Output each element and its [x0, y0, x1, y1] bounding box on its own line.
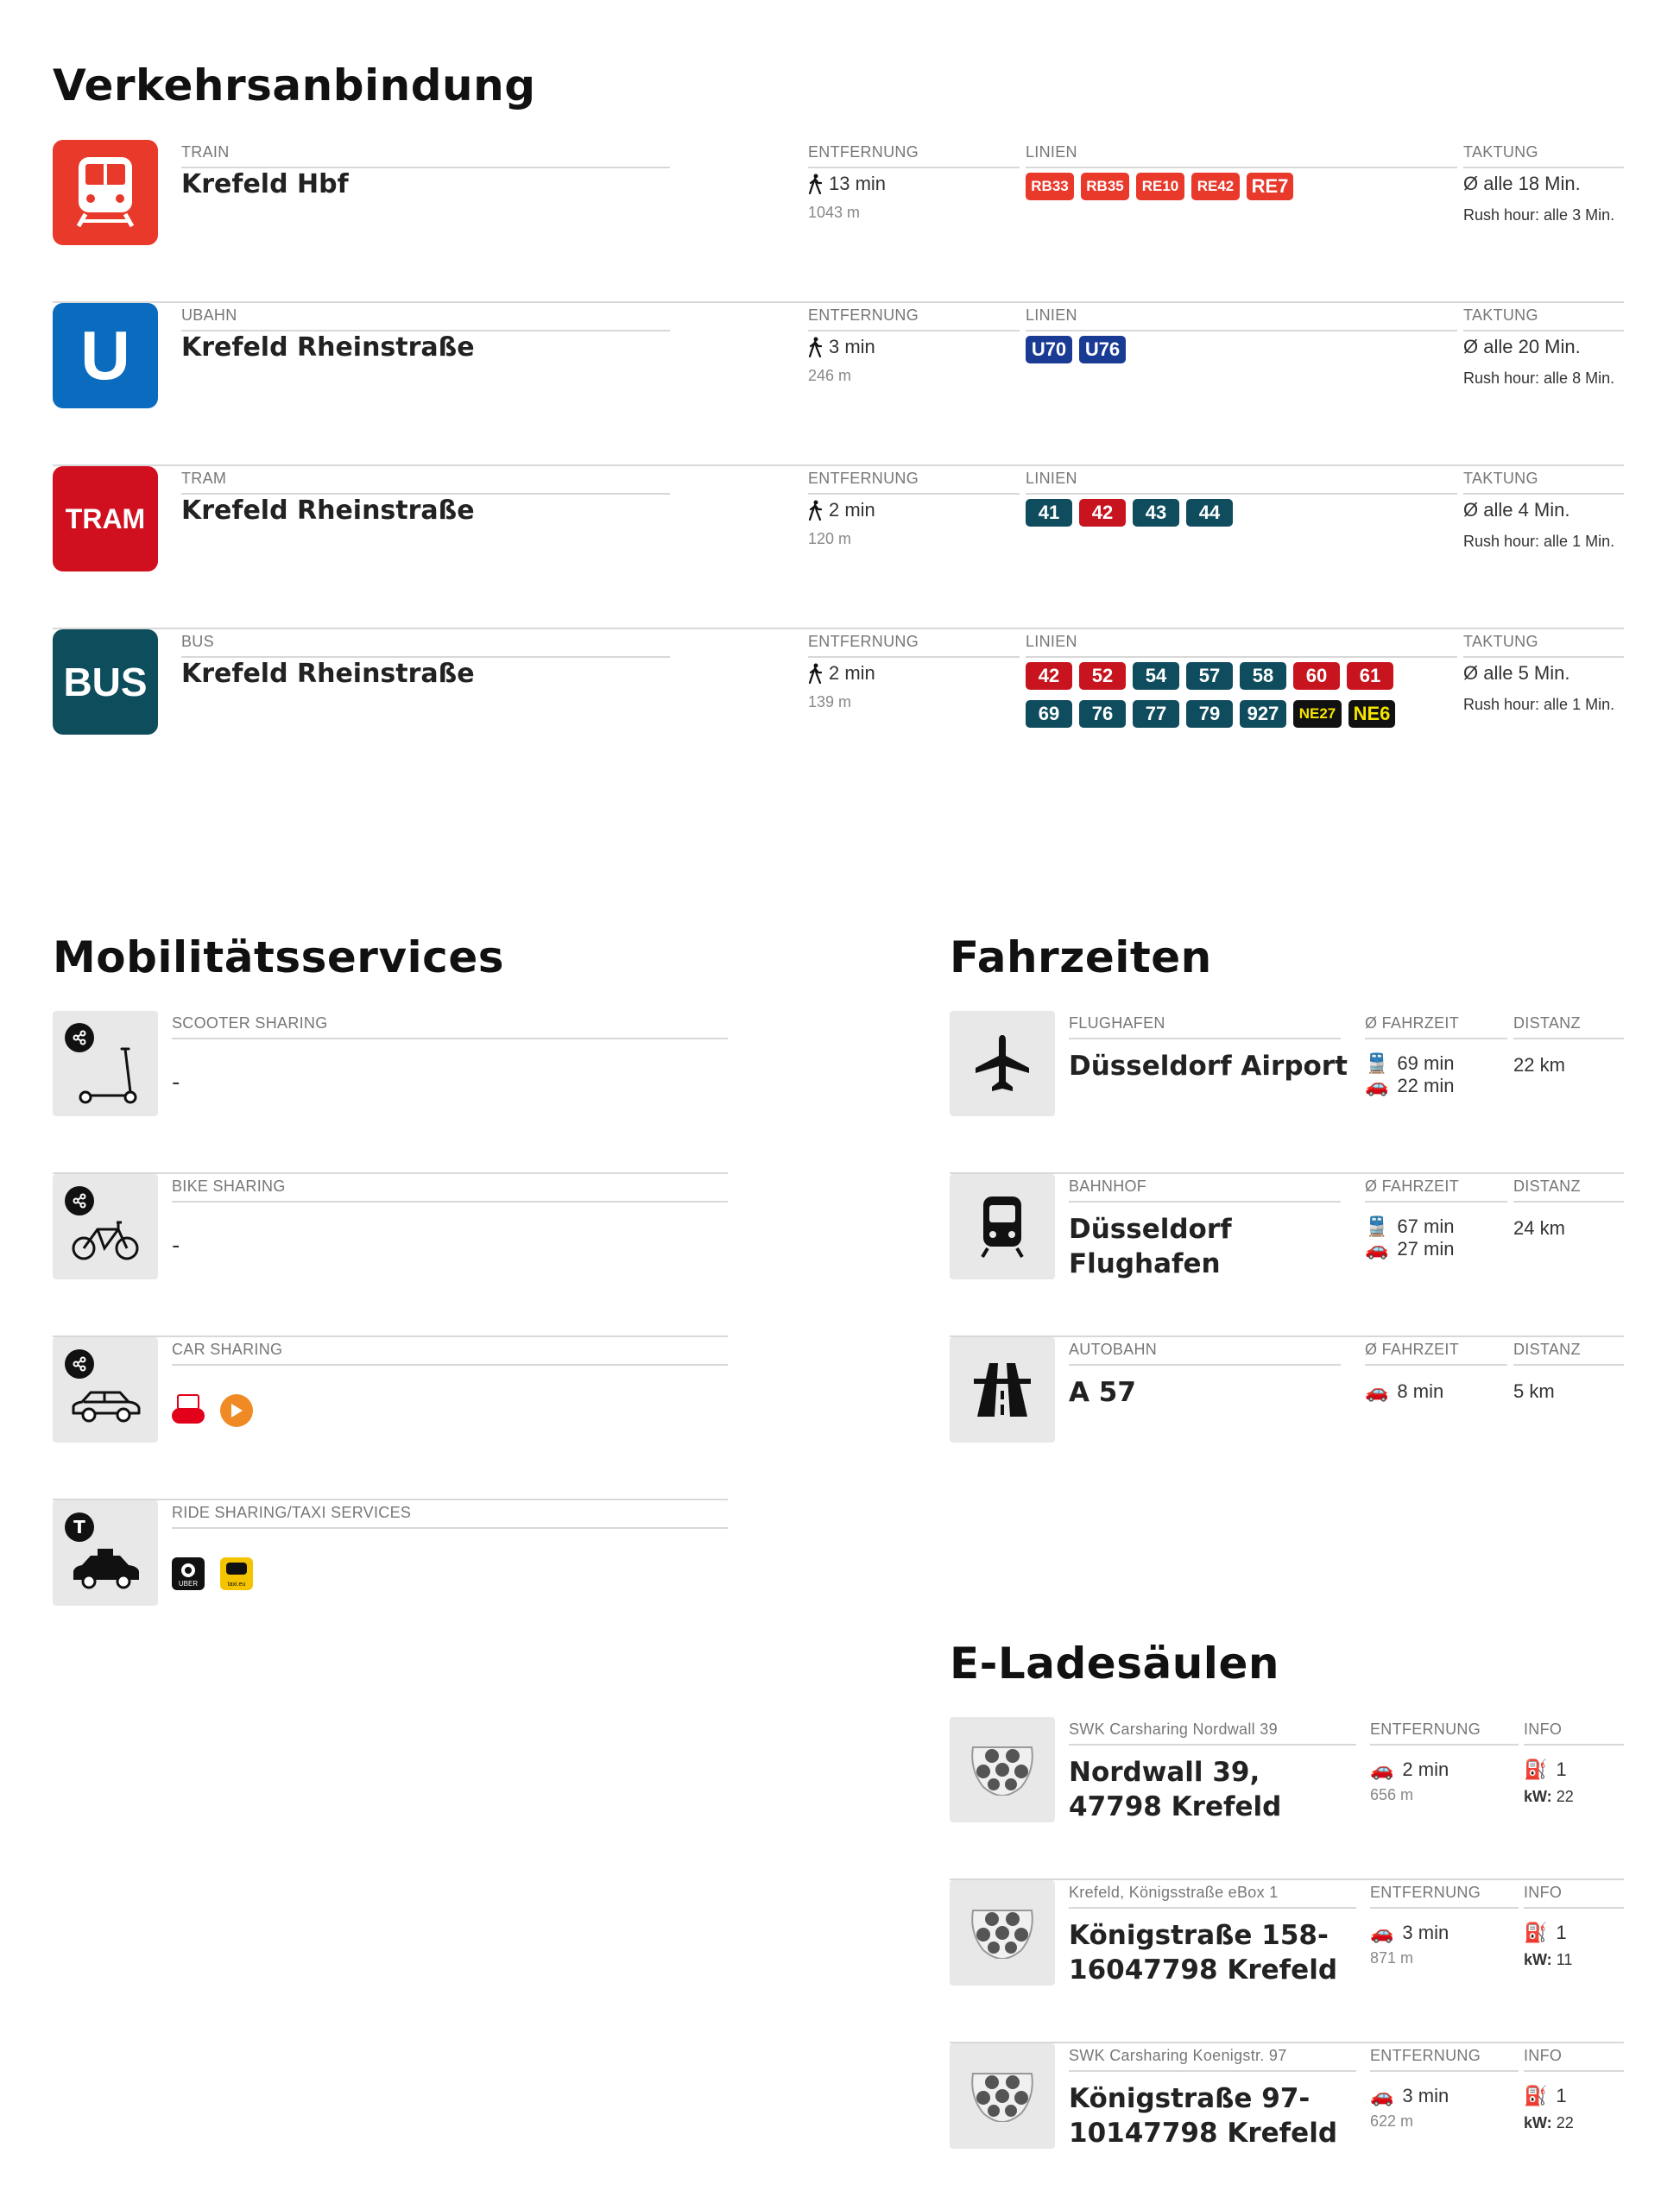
charging-drive-time: 2 min: [1402, 1759, 1449, 1780]
tram-icon: [53, 466, 158, 571]
charging-kw: 11: [1556, 1951, 1573, 1968]
charging-drive-time: 3 min: [1402, 2085, 1449, 2106]
walking-icon: [808, 500, 822, 521]
line-badge[interactable]: 69: [1026, 700, 1072, 728]
car-small-icon: 🚗: [1370, 1922, 1394, 1943]
frequency-label: TAKTUNG: [1463, 143, 1538, 161]
charging-icon-box: [950, 1717, 1055, 1822]
charging-row: [950, 2043, 1624, 2207]
line-badge[interactable]: U70: [1026, 336, 1072, 363]
mobility-label: RIDE SHARING/TAXI SERVICES: [172, 1504, 412, 1521]
transport-row: [53, 140, 1624, 303]
frequency-label: TAKTUNG: [1463, 470, 1538, 487]
charging-distance: 871 m: [1370, 1949, 1414, 1967]
mobility-row-ridesharing: [53, 1500, 728, 1664]
car-small-icon: 🚗: [1370, 2085, 1394, 2106]
walking-distance: 1043 m: [808, 204, 861, 221]
line-badge[interactable]: 58: [1240, 662, 1286, 690]
car-small-icon: 🚗: [1370, 1759, 1394, 1780]
charging-distance: 622 m: [1370, 2112, 1414, 2130]
charging-station-label: SWK Carsharing Koenigstr. 97: [1069, 2047, 1287, 2064]
car-icon: [70, 1387, 142, 1425]
ubahn-icon: [53, 303, 158, 408]
line-badge[interactable]: 52: [1079, 662, 1126, 690]
charging-distance-label: ENTFERNUNG: [1370, 1884, 1481, 1901]
kw-label: kW:: [1524, 1951, 1552, 1968]
lines-label: LINIEN: [1026, 633, 1077, 650]
train-small-icon: 🚆: [1365, 1216, 1389, 1237]
charging-distance-label: ENTFERNUNG: [1370, 2047, 1481, 2064]
mobility-icon-box: [53, 1500, 158, 1606]
charging-point-count: 1: [1556, 1759, 1567, 1780]
mobility-value: -: [172, 1070, 180, 1096]
line-badge[interactable]: 54: [1133, 662, 1179, 690]
share-icon: [65, 1186, 94, 1216]
highway-icon: [972, 1361, 1033, 1418]
charging-title: E-Ladesäulen: [950, 1639, 1279, 1689]
line-badge[interactable]: 76: [1079, 700, 1126, 728]
taxi-eu-logo[interactable]: [220, 1557, 253, 1590]
transport-row: [53, 303, 1624, 466]
travel-destination: Düsseldorf Flughafen: [1069, 1214, 1232, 1279]
travel-distance-label: DISTANZ: [1513, 1178, 1581, 1195]
travel-distance-label: DISTANZ: [1513, 1341, 1581, 1358]
lines-label: LINIEN: [1026, 470, 1077, 487]
walking-icon: [808, 174, 822, 194]
lines-list: [1026, 662, 1423, 728]
line-badge[interactable]: 77: [1133, 700, 1179, 728]
line-badge[interactable]: 927: [1240, 700, 1286, 728]
lines-list: [1026, 173, 1423, 200]
distance-label: ENTFERNUNG: [808, 306, 919, 324]
charging-info-label: INFO: [1524, 2047, 1563, 2064]
lines-label: LINIEN: [1026, 143, 1077, 161]
line-badge[interactable]: 43: [1133, 499, 1179, 527]
mobility-label: SCOOTER SHARING: [172, 1014, 328, 1032]
transport-icon-text: TRAM: [65, 502, 146, 534]
line-badge[interactable]: RE10: [1136, 173, 1184, 200]
travel-label: AUTOBAHN: [1069, 1341, 1158, 1358]
play-logo[interactable]: [220, 1394, 253, 1427]
line-badge[interactable]: U76: [1079, 336, 1126, 363]
mobility-title: Mobilitätsservices: [53, 932, 504, 982]
mobility-label: BIKE SHARING: [172, 1178, 286, 1195]
mobility-row-bike: [53, 1174, 728, 1337]
uber-logo-text: UBER: [178, 1580, 199, 1588]
travel-time-label: Ø FAHRZEIT: [1365, 1178, 1460, 1195]
travel-distance-label: DISTANZ: [1513, 1014, 1581, 1032]
lines-list: [1026, 336, 1423, 363]
charging-station-label: SWK Carsharing Nordwall 39: [1069, 1721, 1278, 1738]
travel-icon-box: [950, 1011, 1055, 1116]
charging-plug-icon: [968, 1744, 1037, 1796]
travel-label: FLUGHAFEN: [1069, 1014, 1165, 1032]
charging-distance: 656 m: [1370, 1786, 1414, 1803]
charging-station-label: Krefeld, Königsstraße eBox 1: [1069, 1884, 1279, 1901]
charging-info-label: INFO: [1524, 1721, 1563, 1738]
line-badge[interactable]: NE27: [1293, 700, 1342, 728]
travel-transit-time: 69 min: [1397, 1052, 1455, 1074]
car-small-icon: 🚗: [1365, 1380, 1389, 1402]
charging-drive-time: 3 min: [1402, 1922, 1449, 1943]
lines-list: [1026, 499, 1423, 527]
travel-distance: 24 km: [1513, 1217, 1565, 1239]
travel-car-time: 8 min: [1397, 1380, 1444, 1402]
walking-time: 3 min: [829, 336, 875, 357]
line-badge[interactable]: 44: [1186, 499, 1233, 527]
taxi-icon: [70, 1547, 142, 1590]
distance-label: ENTFERNUNG: [808, 470, 919, 487]
travel-row-highway: [950, 1337, 1624, 1500]
line-badge[interactable]: 57: [1186, 662, 1233, 690]
mobility-icon-box: [53, 1011, 158, 1116]
transport-title: Verkehrsanbindung: [53, 60, 536, 110]
travel-row-station: [950, 1174, 1624, 1337]
frequency-label: TAKTUNG: [1463, 306, 1538, 324]
db-flinkster-logo[interactable]: [172, 1394, 205, 1427]
transport-row: [53, 466, 1624, 629]
travel-time-label: Ø FAHRZEIT: [1365, 1341, 1460, 1358]
charging-plug-icon: [968, 2070, 1037, 2122]
rush-hour-frequency: Rush hour: alle 1 Min.: [1463, 696, 1615, 713]
travel-label: BAHNHOF: [1069, 1178, 1147, 1195]
charging-distance-label: ENTFERNUNG: [1370, 1721, 1481, 1738]
travel-time-label: Ø FAHRZEIT: [1365, 1014, 1460, 1032]
travel-destination: Düsseldorf Airport: [1069, 1051, 1348, 1082]
taxi-eu-logo-text: taxi.eu: [227, 1582, 246, 1588]
mobility-label: CAR SHARING: [172, 1341, 283, 1358]
travel-destination: A 57: [1069, 1377, 1136, 1408]
walking-icon: [808, 337, 822, 357]
travel-car-time: 27 min: [1397, 1238, 1455, 1260]
station-name: Krefeld Rheinstraße: [181, 659, 475, 689]
charging-kw: 22: [1556, 1788, 1574, 1805]
walking-distance: 246 m: [808, 367, 852, 384]
charging-address: Königstraße 97-10147798 Krefeld: [1069, 2083, 1338, 2149]
transport-type-label: TRAIN: [181, 143, 230, 161]
frequency-label: TAKTUNG: [1463, 633, 1538, 650]
mobility-icon-box: [53, 1337, 158, 1443]
mobility-icon-box: [53, 1174, 158, 1279]
walking-time: 13 min: [829, 173, 887, 194]
line-badge[interactable]: 41: [1026, 499, 1072, 527]
uber-logo[interactable]: [172, 1557, 205, 1590]
station-name: Krefeld Hbf: [181, 169, 349, 199]
mobility-row-scooter: [53, 1011, 728, 1174]
charging-station-icon: ⛽: [1524, 2085, 1548, 2106]
line-badge[interactable]: RB33: [1026, 173, 1074, 200]
distance-label: ENTFERNUNG: [808, 633, 919, 650]
train-small-icon: 🚆: [1365, 1052, 1389, 1074]
charging-row: [950, 1717, 1624, 1880]
line-badge[interactable]: 61: [1347, 662, 1393, 690]
travel-car-time: 22 min: [1397, 1075, 1455, 1096]
charging-address: Königstraße 158-16047798 Krefeld: [1069, 1920, 1338, 1986]
frequency-value: Ø alle 5 Min.: [1463, 662, 1570, 684]
travel-icon-box: [950, 1174, 1055, 1279]
line-badge[interactable]: RE42: [1191, 173, 1240, 200]
walking-distance: 139 m: [808, 693, 852, 710]
travel-transit-time: 67 min: [1397, 1216, 1455, 1237]
station-name: Krefeld Rheinstraße: [181, 496, 475, 526]
taxi-badge-icon: T: [65, 1512, 94, 1542]
walking-time: 2 min: [829, 499, 875, 521]
charging-point-count: 1: [1556, 1922, 1567, 1943]
charging-station-icon: ⛽: [1524, 1759, 1548, 1780]
charging-icon-box: [950, 1880, 1055, 1986]
line-badge[interactable]: RE7: [1247, 173, 1293, 200]
kw-label: kW:: [1524, 1788, 1552, 1805]
frequency-value: Ø alle 20 Min.: [1463, 336, 1581, 357]
travel-icon-box: [950, 1337, 1055, 1443]
charging-icon-box: [950, 2043, 1055, 2149]
line-badge[interactable]: 42: [1026, 662, 1072, 690]
transport-type-label: TRAM: [181, 470, 227, 487]
charging-kw: 22: [1556, 2114, 1574, 2131]
car-small-icon: 🚗: [1365, 1238, 1389, 1260]
train-icon: [53, 140, 158, 245]
transport-row: [53, 629, 1624, 792]
walking-time: 2 min: [829, 662, 875, 684]
rush-hour-frequency: Rush hour: alle 1 Min.: [1463, 533, 1615, 550]
car-small-icon: 🚗: [1365, 1075, 1389, 1096]
transport-icon-text: BUS: [63, 660, 148, 704]
share-icon: [65, 1349, 94, 1379]
rush-hour-frequency: Rush hour: alle 3 Min.: [1463, 206, 1615, 224]
charging-row: [950, 1880, 1624, 2043]
frequency-value: Ø alle 4 Min.: [1463, 499, 1570, 521]
travel-title: Fahrzeiten: [950, 932, 1212, 982]
transport-type-label: BUS: [181, 633, 214, 650]
lines-label: LINIEN: [1026, 306, 1077, 324]
bike-icon: [72, 1219, 141, 1262]
transport-type-label: UBAHN: [181, 306, 237, 324]
travel-row-airport: [950, 1011, 1624, 1174]
rush-hour-frequency: Rush hour: alle 8 Min.: [1463, 369, 1615, 387]
line-badge[interactable]: 60: [1293, 662, 1340, 690]
station-name: Krefeld Rheinstraße: [181, 332, 475, 363]
charging-station-icon: ⛽: [1524, 1922, 1548, 1943]
line-badge[interactable]: RB35: [1081, 173, 1129, 200]
distance-label: ENTFERNUNG: [808, 143, 919, 161]
travel-distance: 5 km: [1513, 1380, 1555, 1402]
travel-distance: 22 km: [1513, 1054, 1565, 1076]
airplane-icon: [972, 1033, 1033, 1094]
bus-icon: [53, 629, 158, 735]
walking-icon: [808, 663, 822, 684]
train-front-icon: [981, 1195, 1024, 1259]
scooter-icon: [79, 1042, 139, 1106]
mobility-value: -: [172, 1233, 180, 1259]
frequency-value: Ø alle 18 Min.: [1463, 173, 1581, 194]
charging-plug-icon: [968, 1907, 1037, 1959]
line-badge[interactable]: 79: [1186, 700, 1233, 728]
line-badge[interactable]: 42: [1079, 499, 1126, 527]
charging-info-label: INFO: [1524, 1884, 1563, 1901]
charging-point-count: 1: [1556, 2085, 1567, 2106]
line-badge[interactable]: NE6: [1348, 700, 1395, 728]
mobility-row-carsharing: [53, 1337, 728, 1500]
walking-distance: 120 m: [808, 530, 852, 547]
kw-label: kW:: [1524, 2114, 1552, 2131]
transport-icon-text: U: [80, 317, 130, 394]
charging-address: Nordwall 39, 47798 Krefeld: [1069, 1757, 1282, 1822]
